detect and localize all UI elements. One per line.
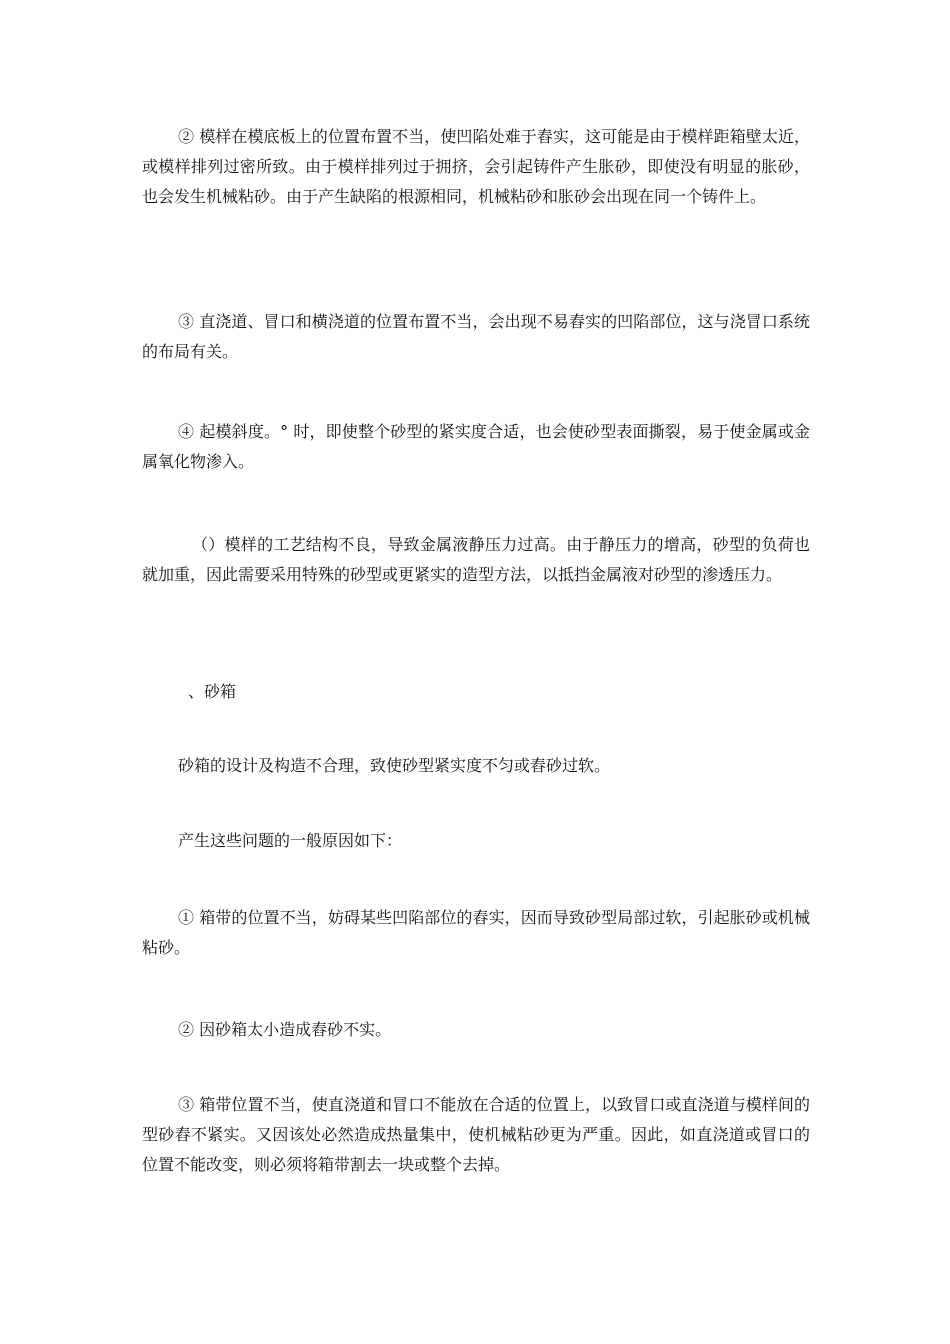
paragraph-bar-position: ① 箱带的位置不当，妨碍某些凹陷部位的舂实，因而导致砂型局部过软，引起胀砂或机械粘砂。 — [142, 908, 810, 957]
section-heading-flask: 、砂箱 — [188, 682, 237, 701]
paragraph-draft-angle: ④ 起模斜度。° 时，即使整个砂型的紧实度合适，也会使砂型表面撕裂，易于使金属或金属氧化物渗入。 — [142, 422, 810, 471]
paragraph-flask-too-small: ② 因砂箱太小造成舂砂不实。 — [178, 1020, 392, 1039]
paragraph-pattern-layout: ② 模样在模底板上的位置布置不当，使凹陷处难于舂实，这可能是由于模样距箱壁太近，或模样排列过密所致。由于模样排列过于拥挤，会引起铸件产生胀砂，即使没有明显的胀砂，也会发生机械粘砂。由于产生缺陷的根源相同，机械粘砂和胀砂会出现在同一个铸件上。 — [142, 127, 810, 206]
paragraph-pattern-structure: （）模样的工艺结构不良，导致金属液静压力过高。由于静压力的增高，砂型的负荷也就加重，因此需要采用特殊的砂型或更紧实的造型方法，以抵挡金属液对砂型的渗透压力。 — [142, 535, 810, 584]
paragraph-sprue-riser-layout: ③ 直浇道、冒口和横浇道的位置布置不当，会出现不易舂实的凹陷部位，这与浇冒口系统的布局有关。 — [142, 312, 810, 361]
paragraph-flask-design: 砂箱的设计及构造不合理，致使砂型紧实度不匀或舂砂过软。 — [178, 756, 611, 775]
paragraph-general-causes: 产生这些问题的一般原因如下： — [178, 831, 403, 850]
paragraph-bar-sprue-riser: ③ 箱带位置不当，使直浇道和冒口不能放在合适的位置上，以致冒口或直浇道与模样间的型砂舂不紧实。又因该处必然造成热量集中，使机械粘砂更为严重。因此，如直浇道或冒口的位置不能改变，则必须将箱带割去一块或整个去掉。 — [142, 1095, 810, 1174]
